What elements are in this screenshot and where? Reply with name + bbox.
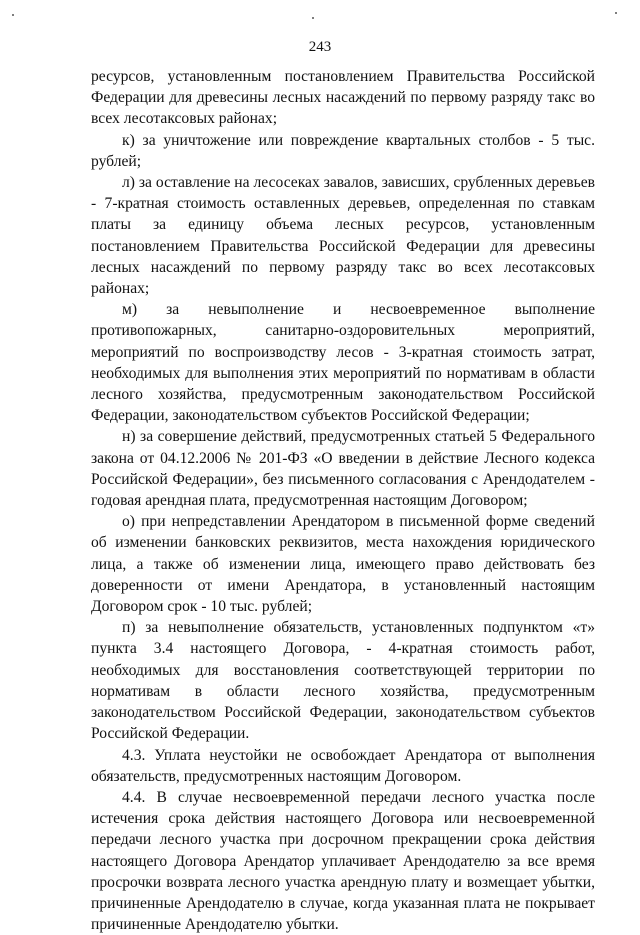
paragraph-continuation: ресурсов, установленным постановлением Правительства Российской Федерации для древесины лесных насаждений по первому разряду такс во всех лесотаксовых районах; (91, 68, 595, 128)
document-body (91, 66, 595, 935)
paragraph-item-n: н) за совершение действий, предусмотренных статьей 5 Федерального закона от 04.12.2006 № 201-ФЗ «О введении в действие Лесного кодекса Российской Федерации», без письменного согласования с Арендодателем - годовая арендная плата, предусмотренная настоящим Договором; (91, 428, 595, 510)
scan-speck (615, 12, 617, 14)
paragraph-item-p: п) за невыполнение обязательств, установленных подпунктом «т» пункта 3.4 настоящего Договора, - 4-кратная стоимость работ, необходимых для восстановления соответствующей территории по нормативам в области лесного хозяйства, предусмотренным законодательством Российской Федерации, законодательством субъектов Российской Федерации. (91, 619, 595, 743)
page-number: 243 (308, 39, 332, 55)
paragraph-item-o: о) при непредставлении Арендатором в письменной форме сведений об изменении банковских реквизитов, места нахождения юридического лица, а также об изменении лица, имеющего право действовать без доверенности от имени Арендатора, в установленный настоящим Договором срок - 10 тыс. рублей; (91, 513, 595, 616)
paragraph-item-k: к) за уничтожение или повреждение квартальных столбов - 5 тыс. рублей; (91, 131, 595, 170)
paragraph-item-l: л) за оставление на лесосеках завалов, зависших, срубленных деревьев - 7-кратная стоимость оставленных деревьев, определенная по ставкам платы за единицу объема лесных ресурсов, установленным постановлением Правительства Российской Федерации для древесины лесных насаждений по первому разряду такс во всех лесотаксовых районах; (91, 174, 595, 298)
paragraph-clause-4-3: 4.3. Уплата неустойки не освобождает Арендатора от выполнения обязательств, предусмотренных настоящим Договором. (91, 746, 595, 785)
scan-speck (12, 14, 14, 16)
paragraph-item-m: м) за невыполнение и несвоевременное выполнение противопожарных, санитарно-оздоровительных мероприятий, мероприятий по воспроизводству лесов - 3-кратная стоимость затрат, необходимых для выполнения этих мероприятий по нормативам в области лесного хозяйства, предусмотренным законодательством Российской Федерации, законодательством субъектов Российской Федерации; (91, 301, 595, 425)
paragraph-clause-4-4: 4.4. В случае несвоевременной передачи лесного участка после истечения срока действия настоящего Договора или несвоевременной передачи лесного участка при досрочном прекращении срока действия настоящего Договора Арендатор уплачивает Арендодателю за все время просрочки возврата лесного участка арендную плату и возмещает убытки, причиненные Арендодателю в случае, когда указанная плата не покрывает причиненные Арендодателю убытки. (91, 788, 595, 934)
scan-speck (312, 17, 314, 19)
